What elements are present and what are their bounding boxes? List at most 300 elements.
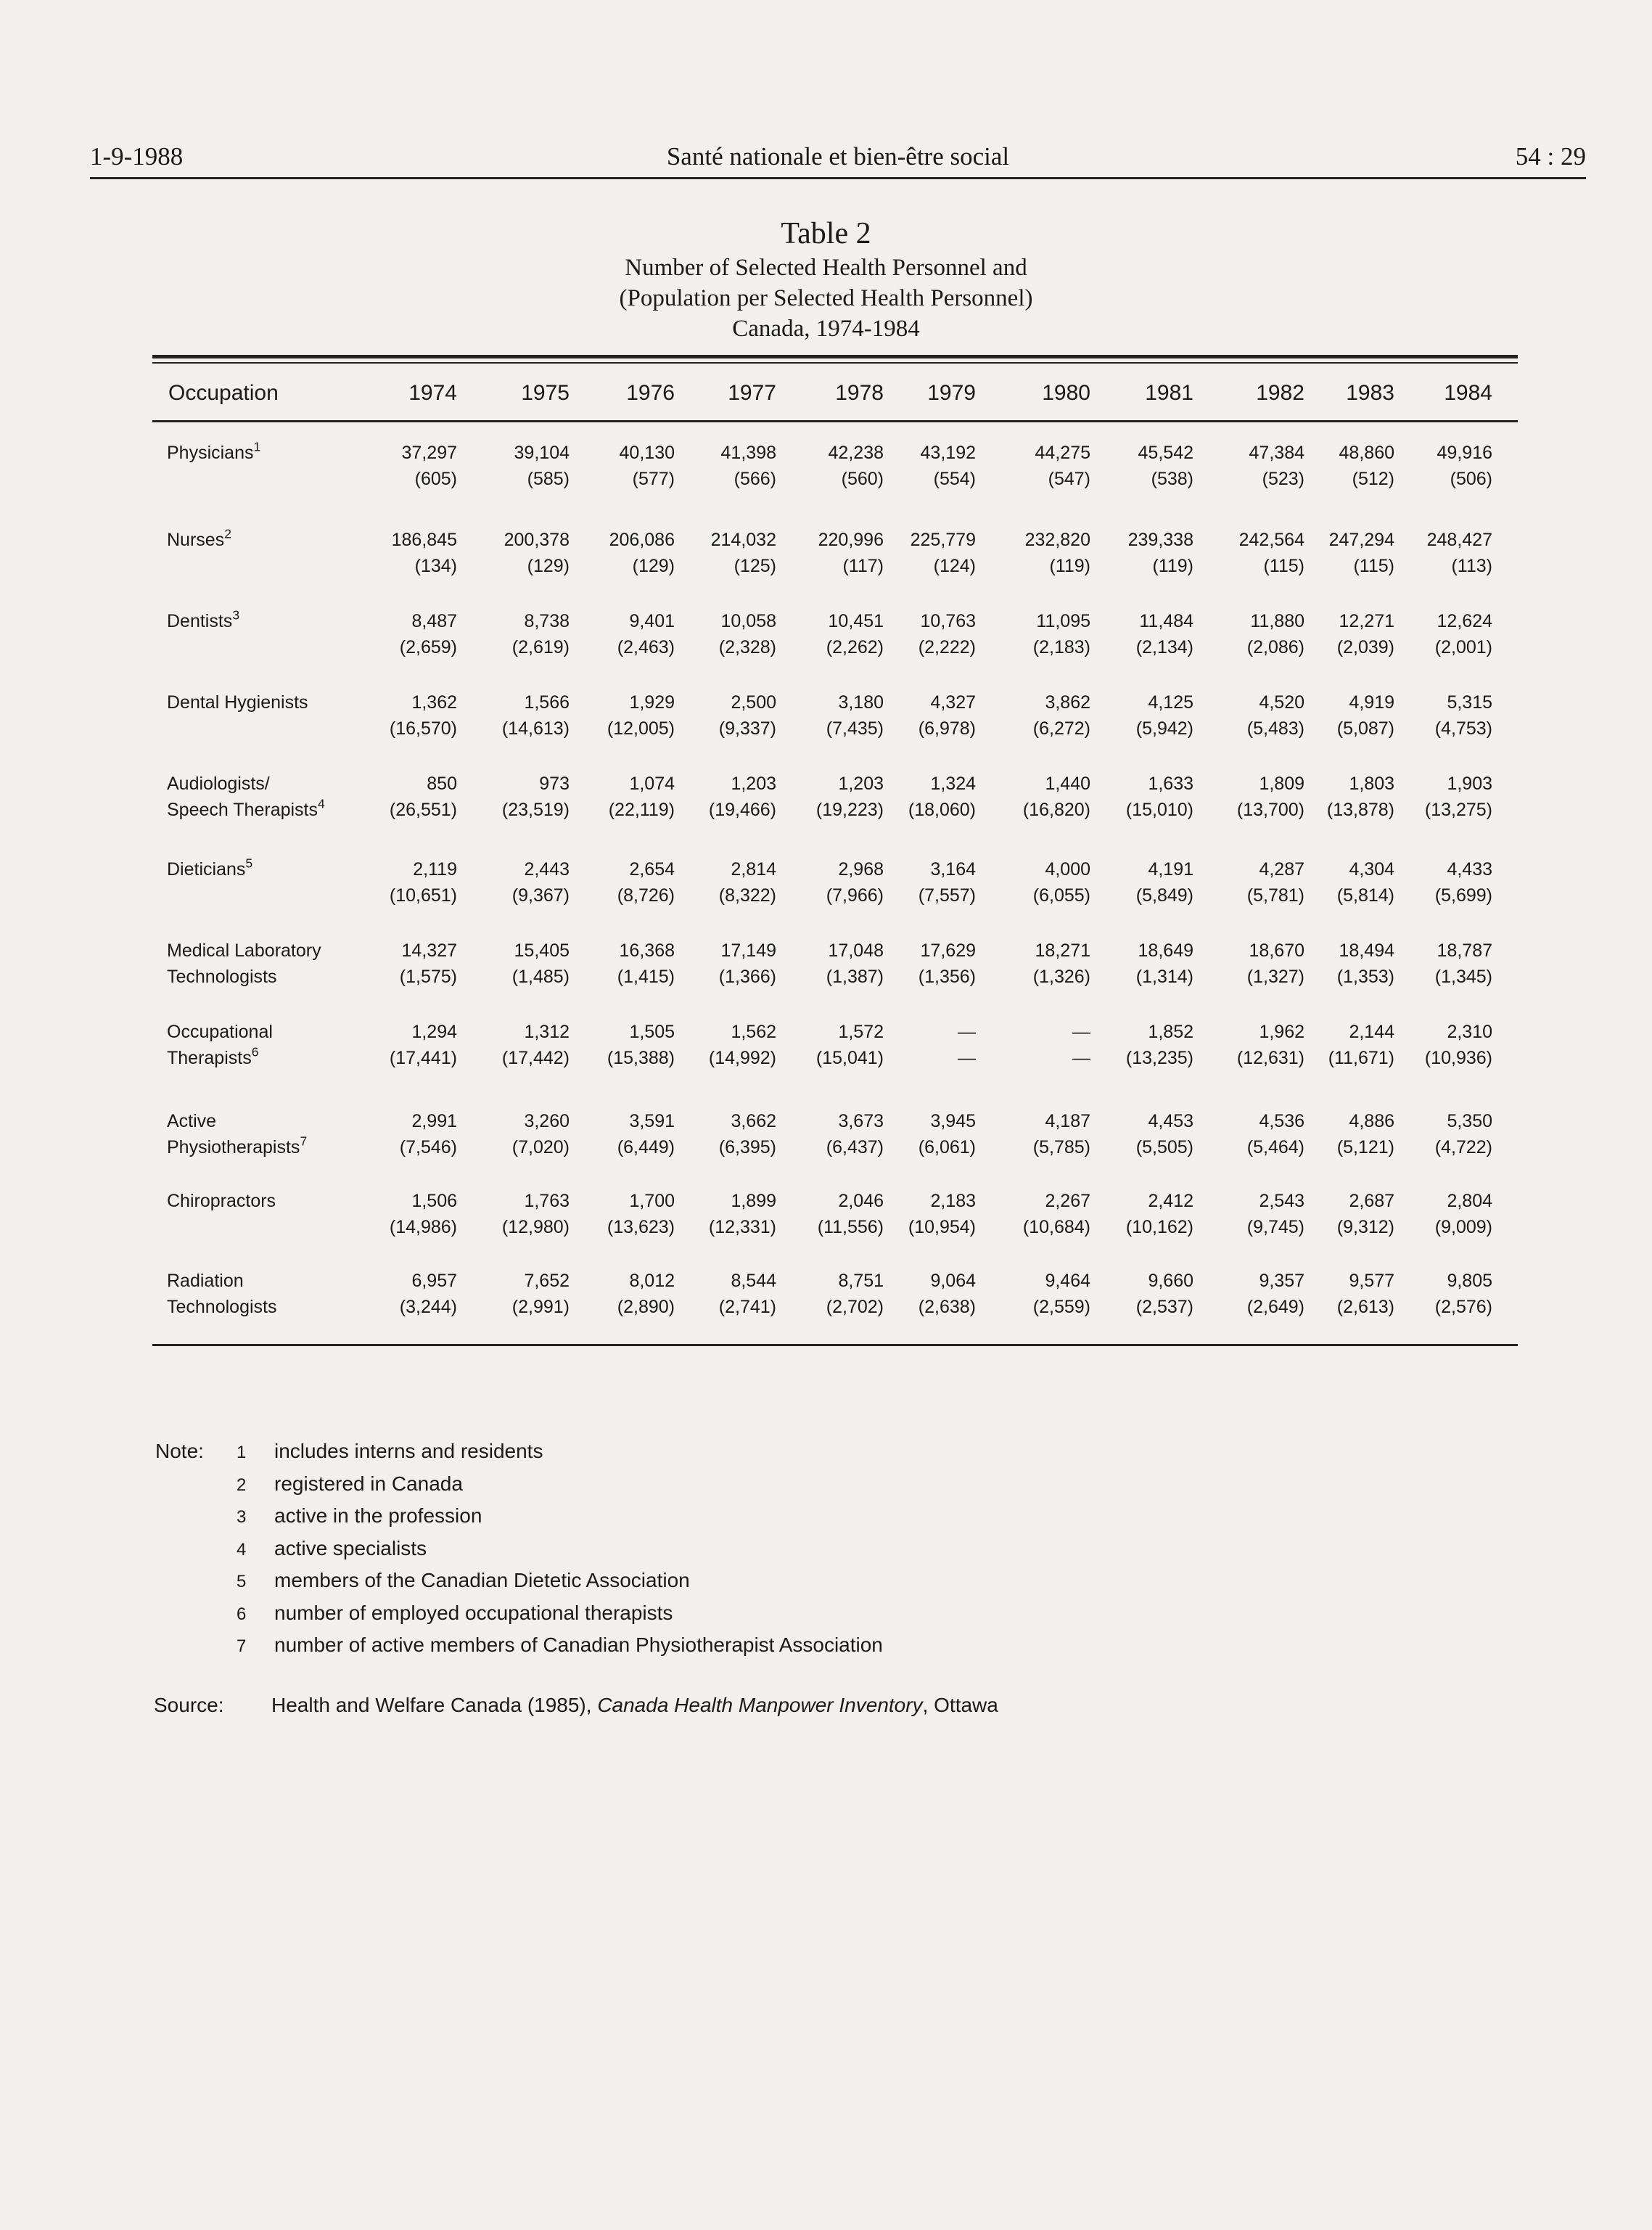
personnel-count: 44,275 [1035, 443, 1090, 463]
year-column-header: 1981 [1145, 381, 1193, 405]
note-text: active specialists [274, 1536, 427, 1559]
population-per-personnel: — [1072, 1048, 1090, 1068]
population-per-personnel: (8,726) [617, 885, 675, 906]
population-per-personnel: (1,387) [826, 967, 884, 987]
population-per-personnel: (5,464) [1246, 1137, 1304, 1157]
population-per-personnel: (2,890) [617, 1297, 675, 1317]
header-publication: Santé nationale et bien-être social [666, 142, 1010, 171]
page-header [90, 142, 1586, 179]
personnel-count: 2,046 [838, 1191, 884, 1211]
population-per-personnel: (17,441) [389, 1048, 457, 1068]
table-bottom-rule [152, 1344, 1518, 1346]
population-per-personnel: (5,699) [1434, 885, 1492, 906]
footnote-marker: 7 [300, 1134, 308, 1149]
personnel-count: 1,962 [1259, 1022, 1304, 1042]
population-per-personnel: (2,262) [826, 637, 884, 657]
population-per-personnel: (585) [527, 469, 570, 489]
personnel-count: 1,566 [524, 692, 570, 713]
personnel-count: 8,738 [524, 611, 570, 631]
population-per-personnel: (1,356) [918, 967, 976, 987]
population-per-personnel: (566) [733, 469, 776, 489]
personnel-count: 850 [427, 774, 457, 794]
personnel-count: 4,886 [1349, 1111, 1394, 1131]
personnel-count: 17,048 [828, 940, 884, 961]
personnel-count: 5,315 [1447, 692, 1492, 713]
personnel-count: — [958, 1022, 976, 1042]
personnel-count: 2,654 [629, 859, 675, 880]
population-per-personnel: (6,055) [1032, 885, 1090, 906]
note-item [237, 1633, 883, 1657]
year-column-header: 1980 [1042, 381, 1090, 405]
personnel-count: 4,919 [1349, 692, 1394, 713]
population-per-personnel: (10,651) [389, 885, 457, 906]
population-per-personnel: (6,449) [617, 1137, 675, 1157]
population-per-personnel: (125) [733, 556, 776, 576]
population-per-personnel: (523) [1262, 469, 1304, 489]
personnel-count: 10,763 [920, 611, 976, 631]
population-per-personnel: (2,134) [1135, 637, 1193, 657]
occupation-label: Medical Laboratory [167, 940, 321, 961]
population-per-personnel: (506) [1450, 469, 1492, 489]
occupation-label: Active [167, 1111, 217, 1131]
personnel-count: 248,427 [1426, 530, 1492, 550]
source-text-end: , Ottawa [922, 1694, 998, 1716]
personnel-count: 3,662 [731, 1111, 776, 1131]
population-per-personnel: (115) [1353, 556, 1394, 576]
table-subtitle-2: (Population per Selected Health Personnel) [619, 285, 1033, 311]
occupation-label: Occupational [167, 1022, 273, 1042]
personnel-count: 1,312 [524, 1022, 570, 1042]
population-per-personnel: (16,820) [1022, 800, 1090, 820]
personnel-count: 48,860 [1339, 443, 1394, 463]
population-per-personnel: (9,745) [1246, 1217, 1304, 1237]
table-header-rule [152, 420, 1518, 422]
occupation-label-line-2: Therapists$^6$ [167, 1044, 259, 1068]
population-per-personnel: (14,992) [708, 1048, 776, 1068]
personnel-count: 2,310 [1447, 1022, 1492, 1042]
year-column-header: 1975 [521, 381, 570, 405]
occupation-label: Nurses$^2$ [167, 526, 231, 550]
personnel-count: 18,494 [1339, 940, 1394, 961]
personnel-count: 45,542 [1138, 443, 1193, 463]
population-per-personnel: (119) [1049, 556, 1090, 576]
header-rule [90, 177, 1586, 179]
population-per-personnel: (15,041) [815, 1048, 884, 1068]
personnel-count: 15,405 [514, 940, 570, 961]
personnel-count: 4,125 [1148, 692, 1193, 713]
population-per-personnel: (2,039) [1336, 637, 1394, 657]
population-per-personnel: (2,183) [1032, 637, 1090, 657]
note-text: registered in Canada [274, 1472, 463, 1495]
personnel-count: 2,968 [838, 859, 884, 880]
population-per-personnel: (14,613) [501, 718, 570, 739]
population-per-personnel: (3,244) [399, 1297, 457, 1317]
note-number: 2 [237, 1475, 247, 1495]
population-per-personnel: (9,367) [511, 885, 570, 906]
population-per-personnel: (10,684) [1022, 1217, 1090, 1237]
population-per-personnel: (5,121) [1336, 1137, 1394, 1157]
note-text: includes interns and residents [274, 1440, 543, 1462]
personnel-count: 2,543 [1259, 1191, 1304, 1211]
population-per-personnel: (16,570) [389, 718, 457, 739]
footnote-marker: 2 [224, 526, 231, 541]
population-per-personnel: (4,753) [1434, 718, 1492, 739]
personnel-count: 3,591 [629, 1111, 675, 1131]
personnel-count: 40,130 [619, 443, 675, 463]
personnel-count: 4,187 [1045, 1111, 1090, 1131]
personnel-count: 2,412 [1148, 1191, 1193, 1211]
personnel-count: 1,203 [838, 774, 884, 794]
personnel-count: 18,649 [1138, 940, 1193, 961]
personnel-count: 2,183 [930, 1191, 976, 1211]
table-top-rule [152, 355, 1518, 358]
personnel-count: 2,804 [1447, 1191, 1492, 1211]
population-per-personnel: (15,010) [1125, 800, 1193, 820]
personnel-count: 220,996 [818, 530, 884, 550]
population-per-personnel: (10,162) [1125, 1217, 1193, 1237]
personnel-count: 3,164 [930, 859, 976, 880]
footnote-marker: 6 [251, 1044, 259, 1059]
personnel-count: 16,368 [619, 940, 675, 961]
personnel-count: 239,338 [1127, 530, 1193, 550]
occupation-column-header: Occupation [168, 381, 279, 405]
personnel-count: 12,624 [1437, 611, 1492, 631]
personnel-count: 4,000 [1045, 859, 1090, 880]
occupation-label: Chiropractors [167, 1191, 276, 1211]
population-per-personnel: (23,519) [501, 800, 570, 820]
note-number: 3 [237, 1507, 247, 1527]
personnel-count: 6,957 [411, 1271, 457, 1291]
table-top-rule-thin [152, 362, 1518, 364]
personnel-count: 11,880 [1250, 611, 1304, 631]
personnel-count: 1,903 [1447, 774, 1492, 794]
personnel-count: 17,149 [720, 940, 776, 961]
population-per-personnel: (7,546) [399, 1137, 457, 1157]
occupation-label-line-2: Speech Therapists$^4$ [167, 796, 325, 820]
personnel-count: 18,787 [1437, 940, 1492, 961]
population-per-personnel: (1,314) [1135, 967, 1193, 987]
population-per-personnel: (129) [527, 556, 570, 576]
occupation-label: Radiation [167, 1271, 244, 1291]
personnel-count: 9,577 [1349, 1271, 1394, 1291]
personnel-count: 1,852 [1148, 1022, 1193, 1042]
population-per-personnel: (5,785) [1032, 1137, 1090, 1157]
personnel-count: 9,805 [1447, 1271, 1492, 1291]
population-per-personnel: (1,327) [1246, 967, 1304, 987]
personnel-count: 11,484 [1139, 611, 1193, 631]
personnel-count: 973 [539, 774, 570, 794]
personnel-count: 8,751 [838, 1271, 884, 1291]
personnel-count: 1,440 [1045, 774, 1090, 794]
population-per-personnel: (1,366) [718, 967, 776, 987]
personnel-count: 1,929 [629, 692, 675, 713]
source-text: Health and Welfare Canada (1985), [271, 1694, 598, 1716]
header-page-number: 54 : 29 [1515, 142, 1586, 171]
population-per-personnel: (547) [1048, 469, 1090, 489]
personnel-count: 9,464 [1045, 1271, 1090, 1291]
personnel-count: 242,564 [1238, 530, 1304, 550]
personnel-count: 10,451 [828, 611, 884, 631]
personnel-count: 47,384 [1249, 443, 1304, 463]
table-subtitle-1: Number of Selected Health Personnel and [625, 255, 1027, 281]
population-per-personnel: (12,631) [1236, 1048, 1304, 1068]
personnel-count: 18,670 [1249, 940, 1304, 961]
population-per-personnel: (6,437) [826, 1137, 884, 1157]
personnel-count: 39,104 [514, 443, 570, 463]
personnel-count: 2,687 [1349, 1191, 1394, 1211]
personnel-count: 8,487 [411, 611, 457, 631]
population-per-personnel: (1,575) [399, 967, 457, 987]
population-per-personnel: (19,466) [708, 800, 776, 820]
personnel-count: 9,357 [1259, 1271, 1304, 1291]
personnel-count: 9,660 [1148, 1271, 1193, 1291]
population-per-personnel: (17,442) [501, 1048, 570, 1068]
personnel-count: 12,271 [1339, 611, 1394, 631]
population-per-personnel: (12,331) [708, 1217, 776, 1237]
personnel-count: 18,271 [1035, 940, 1090, 961]
population-per-personnel: (577) [632, 469, 675, 489]
population-per-personnel: (2,463) [617, 637, 675, 657]
personnel-count: 42,238 [828, 443, 884, 463]
personnel-count: 41,398 [720, 443, 776, 463]
population-per-personnel: (5,781) [1246, 885, 1304, 906]
population-per-personnel: (119) [1152, 556, 1193, 576]
table-title: Table 2 [781, 217, 871, 250]
note-item [237, 1537, 427, 1560]
population-per-personnel: (2,619) [511, 637, 570, 657]
population-per-personnel: (5,942) [1135, 718, 1193, 739]
personnel-count: — [1072, 1022, 1090, 1042]
personnel-count: 1,074 [629, 774, 675, 794]
population-per-personnel: — [958, 1048, 976, 1068]
personnel-count: 4,536 [1259, 1111, 1304, 1131]
population-per-personnel: (2,086) [1246, 637, 1304, 657]
population-per-personnel: (5,849) [1135, 885, 1193, 906]
personnel-count: 8,544 [731, 1271, 776, 1291]
personnel-count: 4,520 [1259, 692, 1304, 713]
population-per-personnel: (7,435) [826, 718, 884, 739]
personnel-count: 1,700 [629, 1191, 675, 1211]
year-column-header: 1976 [626, 381, 675, 405]
population-per-personnel: (4,722) [1434, 1137, 1492, 1157]
population-per-personnel: (14,986) [389, 1217, 457, 1237]
year-column-header: 1984 [1444, 381, 1492, 405]
personnel-count: 3,862 [1045, 692, 1090, 713]
year-column-header: 1983 [1346, 381, 1394, 405]
population-per-personnel: (2,537) [1135, 1297, 1193, 1317]
note-item [237, 1602, 673, 1625]
occupation-label: Dieticians$^5$ [167, 856, 253, 880]
table-title-block [0, 215, 1652, 344]
population-per-personnel: (512) [1352, 469, 1394, 489]
note-item [237, 1504, 482, 1528]
population-per-personnel: (2,649) [1246, 1297, 1304, 1317]
personnel-count: 3,673 [838, 1111, 884, 1131]
population-per-personnel: (2,638) [918, 1297, 976, 1317]
population-per-personnel: (115) [1263, 556, 1304, 576]
population-per-personnel: (6,061) [918, 1137, 976, 1157]
population-per-personnel: (2,222) [918, 637, 976, 657]
population-per-personnel: (9,337) [718, 718, 776, 739]
population-per-personnel: (2,328) [718, 637, 776, 657]
personnel-count: 200,378 [504, 530, 570, 550]
population-per-personnel: (2,613) [1336, 1297, 1394, 1317]
note-number: 7 [237, 1636, 247, 1656]
population-per-personnel: (2,991) [511, 1297, 570, 1317]
personnel-count: 214,032 [710, 530, 776, 550]
population-per-personnel: (5,087) [1336, 718, 1394, 739]
population-per-personnel: (538) [1151, 469, 1193, 489]
personnel-count: 14,327 [401, 940, 457, 961]
note-item [237, 1569, 690, 1592]
year-column-header: 1974 [408, 381, 457, 405]
note-text: number of employed occupational therapists [274, 1601, 673, 1624]
population-per-personnel: (26,551) [389, 800, 457, 820]
note-number: 6 [237, 1604, 247, 1624]
population-per-personnel: (134) [414, 556, 457, 576]
population-per-personnel: (5,483) [1246, 718, 1304, 739]
footnote-marker: 3 [232, 607, 240, 623]
personnel-count: 1,562 [731, 1022, 776, 1042]
personnel-count: 1,572 [838, 1022, 884, 1042]
population-per-personnel: (9,312) [1336, 1217, 1394, 1237]
personnel-count: 2,144 [1349, 1022, 1394, 1042]
personnel-count: 4,327 [930, 692, 976, 713]
occupation-label-line-2: Technologists [167, 1297, 277, 1317]
personnel-count: 17,629 [920, 940, 976, 961]
personnel-count: 1,763 [524, 1191, 570, 1211]
source-label: Source: [154, 1694, 224, 1716]
personnel-count: 37,297 [401, 443, 457, 463]
population-per-personnel: (5,814) [1336, 885, 1394, 906]
population-per-personnel: (8,322) [718, 885, 776, 906]
population-per-personnel: (1,415) [617, 967, 675, 987]
personnel-count: 2,267 [1045, 1191, 1090, 1211]
population-per-personnel: (15,388) [607, 1048, 675, 1068]
population-per-personnel: (11,671) [1328, 1048, 1394, 1068]
population-per-personnel: (13,700) [1236, 800, 1304, 820]
personnel-count: 7,652 [524, 1271, 570, 1291]
population-per-personnel: (19,223) [815, 800, 884, 820]
population-per-personnel: (7,966) [826, 885, 884, 906]
occupation-label: Audiologists/ [167, 774, 270, 794]
note-text: members of the Canadian Dietetic Association [274, 1569, 690, 1591]
personnel-count: 1,294 [411, 1022, 457, 1042]
personnel-count: 2,991 [411, 1111, 457, 1131]
population-per-personnel: (10,954) [908, 1217, 976, 1237]
personnel-count: 3,945 [930, 1111, 976, 1131]
population-per-personnel: (5,505) [1135, 1137, 1193, 1157]
population-per-personnel: (7,557) [918, 885, 976, 906]
population-per-personnel: (1,345) [1434, 967, 1492, 987]
personnel-count: 247,294 [1328, 530, 1394, 550]
population-per-personnel: (13,275) [1424, 800, 1492, 820]
population-per-personnel: (2,001) [1434, 637, 1492, 657]
personnel-count: 3,180 [838, 692, 884, 713]
occupation-label-line-2: Physiotherapists$^7$ [167, 1134, 308, 1157]
personnel-count: 43,192 [920, 443, 976, 463]
footnote-marker: 4 [318, 796, 325, 811]
occupation-label: Dental Hygienists [167, 692, 308, 713]
personnel-count: 2,443 [524, 859, 570, 880]
note-number: 5 [237, 1572, 247, 1591]
source-line [154, 1694, 998, 1717]
population-per-personnel: (12,005) [607, 718, 675, 739]
population-per-personnel: (13,235) [1125, 1048, 1193, 1068]
population-per-personnel: (10,936) [1424, 1048, 1492, 1068]
personnel-count: 225,779 [910, 530, 976, 550]
personnel-count: 9,401 [629, 611, 675, 631]
source-title: Canada Health Manpower Inventory [597, 1694, 923, 1716]
footnote-marker: 5 [245, 856, 253, 871]
population-per-personnel: (7,020) [511, 1137, 570, 1157]
personnel-count: 2,119 [413, 859, 457, 880]
population-per-personnel: (13,623) [607, 1217, 675, 1237]
note-number: 4 [237, 1539, 247, 1559]
population-per-personnel: (113) [1451, 556, 1492, 576]
personnel-count: 2,814 [731, 859, 776, 880]
population-per-personnel: (6,978) [918, 718, 976, 739]
personnel-count: 1,506 [411, 1191, 457, 1211]
personnel-count: 9,064 [930, 1271, 976, 1291]
note-item [237, 1472, 463, 1496]
personnel-count: 4,304 [1349, 859, 1394, 880]
personnel-count: 1,324 [930, 774, 976, 794]
personnel-count: 4,453 [1148, 1111, 1193, 1131]
population-per-personnel: (6,395) [718, 1137, 776, 1157]
population-per-personnel: (6,272) [1032, 718, 1090, 739]
notes-label: Note: [155, 1440, 204, 1462]
personnel-count: 1,809 [1259, 774, 1304, 794]
personnel-count: 1,362 [411, 692, 457, 713]
personnel-count: 10,058 [720, 611, 776, 631]
personnel-count: 232,820 [1024, 530, 1090, 550]
personnel-count: 1,899 [731, 1191, 776, 1211]
population-per-personnel: (1,326) [1032, 967, 1090, 987]
personnel-count: 2,500 [731, 692, 776, 713]
year-column-header: 1978 [835, 381, 884, 405]
population-per-personnel: (22,119) [608, 800, 675, 820]
population-per-personnel: (124) [933, 556, 976, 576]
population-per-personnel: (1,353) [1336, 967, 1394, 987]
population-per-personnel: (11,556) [817, 1217, 884, 1237]
population-per-personnel: (18,060) [908, 800, 976, 820]
population-per-personnel: (2,559) [1032, 1297, 1090, 1317]
table-subtitle-3: Canada, 1974-1984 [732, 316, 920, 342]
personnel-count: 206,086 [609, 530, 675, 550]
personnel-count: 3,260 [524, 1111, 570, 1131]
population-per-personnel: (117) [842, 556, 884, 576]
note-text: active in the profession [274, 1504, 482, 1527]
footnote-marker: 1 [253, 439, 261, 454]
year-column-header: 1982 [1256, 381, 1304, 405]
personnel-count: 4,433 [1447, 859, 1492, 880]
personnel-count: 1,633 [1148, 774, 1193, 794]
population-per-personnel: (2,741) [718, 1297, 776, 1317]
occupation-label-line-2: Technologists [167, 967, 277, 987]
personnel-count: 1,505 [629, 1022, 675, 1042]
population-per-personnel: (2,659) [399, 637, 457, 657]
personnel-count: 11,095 [1036, 611, 1090, 631]
note-item [237, 1440, 543, 1463]
note-number: 1 [237, 1443, 247, 1462]
header-date: 1-9-1988 [90, 142, 184, 171]
occupation-label: Physicians$^1$ [167, 439, 261, 463]
personnel-count: 4,191 [1148, 859, 1193, 880]
population-per-personnel: (2,576) [1434, 1297, 1492, 1317]
personnel-count: 1,203 [731, 774, 776, 794]
population-per-personnel: (13,878) [1326, 800, 1394, 820]
